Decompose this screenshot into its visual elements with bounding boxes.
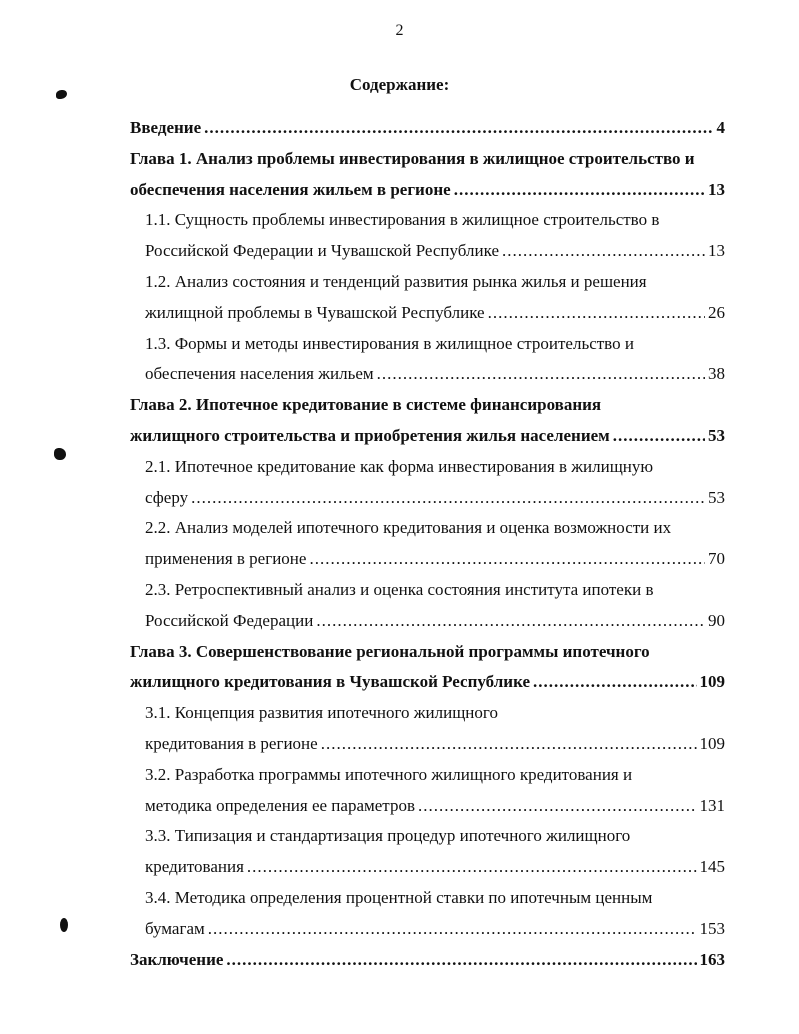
- dot-leader: [191, 488, 705, 508]
- toc-entry-line-continued: [145, 272, 647, 292]
- toc-entry-line: [145, 549, 725, 569]
- dot-leader: [309, 549, 705, 569]
- dot-leader: [377, 364, 705, 384]
- toc-page-number: 131: [699, 795, 725, 815]
- dot-leader: [454, 180, 705, 200]
- toc-entry-line-continued: [145, 334, 634, 354]
- toc-page-number: 163: [699, 949, 725, 969]
- toc-entry-line: [130, 118, 725, 138]
- dot-leader: [247, 857, 697, 877]
- toc-entry-line-continued: [130, 642, 650, 662]
- toc-entry-text: 1.2. Анализ состояния и тенденций развития рынка жилья и решения: [145, 272, 647, 291]
- toc-entry-text: Глава 1. Анализ проблемы инвестирования в жилищное строительство и: [130, 148, 695, 168]
- toc-entry-text: жилищного строительства и приобретения жилья населением: [130, 426, 610, 445]
- toc-entry-line-continued: [145, 765, 632, 785]
- toc-entry-text: Глава 2. Ипотечное кредитование в системе финансирования: [130, 395, 602, 415]
- dot-leader: [533, 672, 697, 692]
- dot-leader: [613, 426, 705, 446]
- toc-page-number: 4: [716, 118, 725, 137]
- toc-entry-text: 3.1. Концепция развития ипотечного жилищного: [145, 703, 498, 723]
- toc-entry-line: [145, 796, 725, 816]
- scan-mark: [56, 90, 67, 99]
- toc-page-number: 38: [708, 364, 725, 384]
- toc-entry-text: 2.1. Ипотечное кредитование как форма инвестирования в жилищную: [145, 456, 654, 476]
- toc-entry-text: Российской Федерации и Чувашской Республике: [145, 241, 499, 261]
- toc-page-number: 109: [699, 734, 725, 753]
- toc-entry-text: бумагам: [145, 918, 205, 938]
- dot-leader: [204, 118, 713, 138]
- toc-entry-line-continued: [130, 149, 695, 169]
- toc-entry-text: обеспечения населения жильем в регионе: [130, 179, 451, 199]
- toc-entry-text: Заключение: [130, 949, 224, 969]
- toc-entry-line: [130, 672, 725, 692]
- dot-leader: [488, 303, 705, 323]
- toc-page-number: 145: [699, 857, 725, 877]
- toc-entry-line: [145, 734, 725, 754]
- toc-entry-text: кредитования в регионе: [145, 734, 318, 753]
- toc-entry-text: Глава 3. Совершенствование региональной программы ипотечного: [130, 641, 650, 661]
- toc-entry-line: [145, 364, 725, 384]
- toc-entry-line-continued: [145, 826, 630, 846]
- toc-entry-line: [145, 611, 725, 631]
- toc-page-number: 90: [708, 610, 725, 630]
- toc-page-number: 153: [699, 918, 725, 938]
- scan-mark: [54, 448, 66, 460]
- toc-page-number: 53: [708, 487, 725, 507]
- toc-entry-line-continued: [145, 580, 653, 600]
- toc-entry-text: 2.2. Анализ моделей ипотечного кредитования и оценка возможности их: [145, 518, 672, 538]
- toc-entry-line: [130, 950, 725, 970]
- toc-page-number: 26: [708, 302, 725, 322]
- dot-leader: [418, 796, 697, 816]
- toc-entry-line: [145, 303, 725, 323]
- toc-entry-line-continued: [145, 210, 659, 230]
- dot-leader: [208, 919, 697, 939]
- dot-leader: [316, 611, 705, 631]
- toc-page-number: 109: [699, 672, 725, 692]
- dot-leader: [502, 241, 705, 261]
- page-number: 2: [395, 22, 404, 39]
- toc-page-number: 13: [708, 241, 725, 261]
- toc-title: Содержание:: [349, 75, 450, 94]
- toc-entry-text: жилищной проблемы в Чувашской Республике: [145, 302, 485, 322]
- toc-entry-text: 1.1. Сущность проблемы инвестирования в жилищное строительство в: [145, 210, 660, 230]
- scan-mark: [60, 918, 68, 932]
- toc-entry-text: 3.3. Типизация и стандартизация процедур ипотечного жилищного: [145, 826, 631, 846]
- toc-page-number: 70: [708, 549, 725, 569]
- dot-leader: [321, 734, 697, 754]
- toc-entry-line-continued: [145, 703, 498, 723]
- toc-page-number: 13: [708, 179, 725, 199]
- toc-entry-line-continued: [130, 395, 601, 415]
- toc-entry-text: Российской Федерации: [145, 610, 314, 630]
- toc-entry-line: [145, 919, 725, 939]
- toc-entry-text: жилищного кредитования в Чувашской Республике: [130, 672, 530, 692]
- toc-entry-line-continued: [145, 457, 653, 477]
- dot-leader: [226, 950, 696, 970]
- toc-entry-text: 2.3. Ретроспективный анализ и оценка состояния института ипотеки в: [145, 580, 654, 599]
- toc-entry-line: [130, 426, 725, 446]
- toc-entry-line: [145, 488, 725, 508]
- toc-entry-line: [130, 180, 725, 200]
- toc-entry-text: 3.4. Методика определения процентной ставки по ипотечным ценным: [145, 888, 653, 907]
- toc-entry-line: [145, 241, 725, 261]
- toc-entry-text: кредитования: [145, 857, 244, 877]
- toc-entry-text: методика определения ее параметров: [145, 795, 415, 815]
- toc-entry-text: 3.2. Разработка программы ипотечного жилищного кредитования и: [145, 764, 633, 784]
- toc-entry-text: сферу: [145, 487, 189, 507]
- toc-entry-line-continued: [145, 888, 652, 908]
- toc-entry-line: [145, 857, 725, 877]
- toc-entry-line-continued: [145, 518, 671, 538]
- toc-entry-text: обеспечения населения жильем: [145, 364, 374, 384]
- toc-entry-text: применения в регионе: [145, 549, 307, 569]
- toc-page-number: 53: [708, 426, 725, 445]
- toc-entry-text: 1.3. Формы и методы инвестирования в жилищное строительство и: [145, 333, 634, 353]
- toc-entry-text: Введение: [130, 118, 202, 137]
